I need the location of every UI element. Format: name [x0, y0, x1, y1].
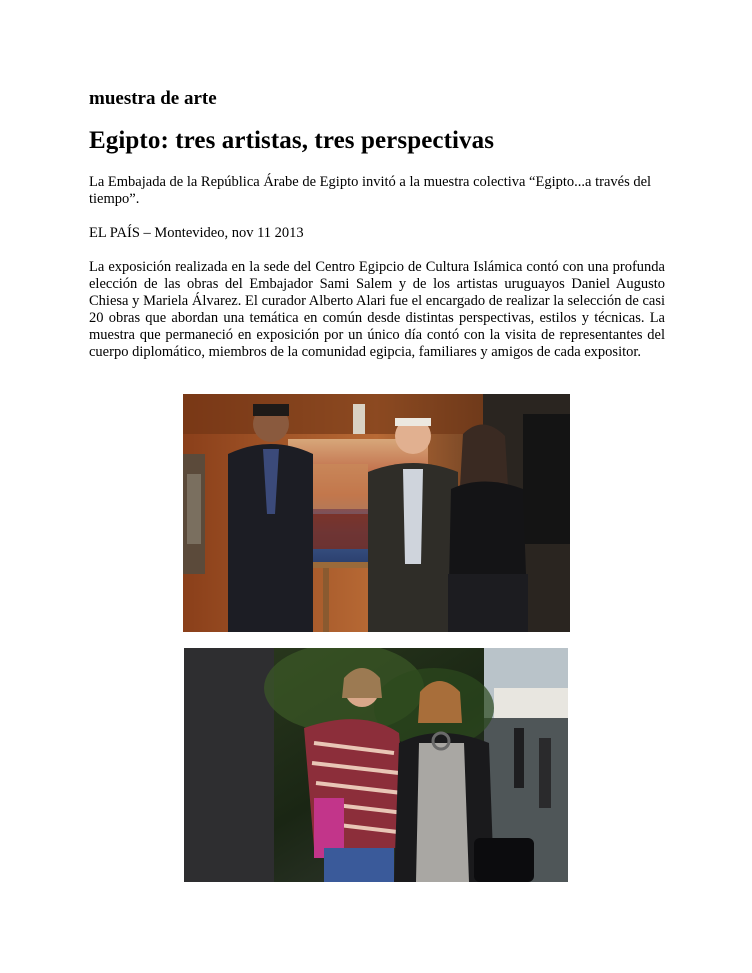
section-label: muestra de arte: [89, 88, 217, 109]
article-body: La exposición realizada en la sede del Centro Egipcio de Cultura Islámica contó con una profunda elección de las obras del Embajador Sami Salem y de los artistas uruguayos Daniel Augusto Chiesa y Mariela Álvarez. El curador Alberto Alari fue el encargado de realizar la selección de casi 20 obras que abordan una temática en común desde distintas perspectivas, estilos y técnicas. La muestra que permaneció en exposición por un único día contó con la visita de representantes del cuerpo diplomático, miembros de la comunidad egipcia, familiares y amigos de cada expositor.: [89, 259, 665, 360]
group-photo-image: [183, 394, 570, 632]
article-title: Egipto: tres artistas, tres perspectivas: [89, 127, 495, 154]
second-photo: [184, 648, 568, 882]
article-lead: La Embajada de la República Árabe de Egipto invitó a la muestra colectiva “Egipto...a través del tiempo”.: [89, 174, 652, 207]
group-photo: [183, 394, 570, 632]
second-photo-image: [184, 648, 568, 882]
article-dateline: EL PAÍS – Montevideo, nov 11 2013: [89, 225, 304, 241]
